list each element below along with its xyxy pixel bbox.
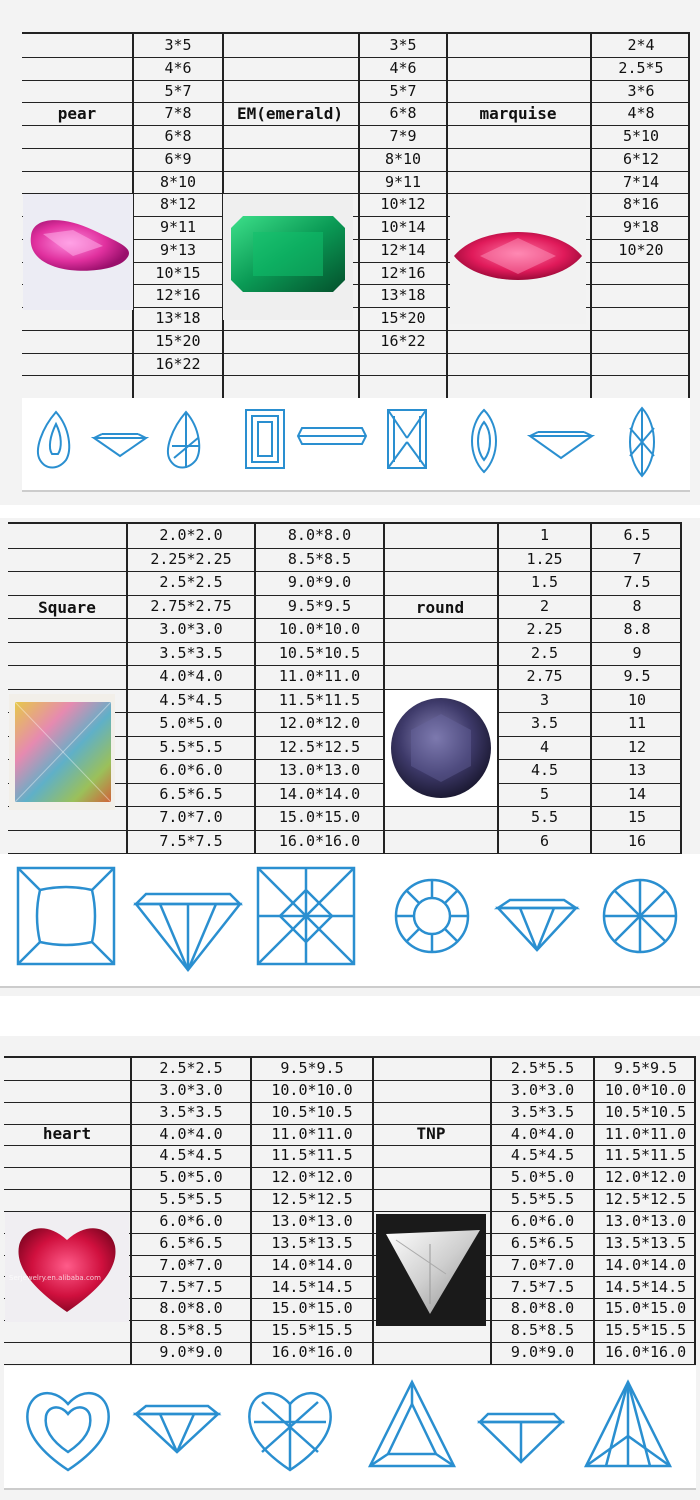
size-cell: 6.0*6.0 xyxy=(159,761,223,779)
tnp-gem-photo xyxy=(376,1214,486,1326)
size-cell: 2.5*2.5 xyxy=(159,1059,223,1077)
square-gem-photo xyxy=(9,694,115,810)
size-cell: 9.0*9.0 xyxy=(287,573,352,591)
size-cell: 10*14 xyxy=(380,218,426,236)
size-cell: 11.0*11.0 xyxy=(278,667,361,685)
size-cell: 4*8 xyxy=(627,104,655,123)
size-cell: 2.5*5 xyxy=(618,58,664,77)
size-cell: 6 xyxy=(539,831,550,850)
emerald-diagram-icon xyxy=(222,398,442,490)
size-cell: 11.5*11.5 xyxy=(604,1146,687,1165)
size-cell: 4.5*4.5 xyxy=(510,1146,575,1165)
size-cell: 4.0*4.0 xyxy=(510,1124,575,1143)
size-cell: 16*22 xyxy=(380,331,426,350)
pear-gem-photo xyxy=(23,194,133,310)
size-cell: 12.0*12.0 xyxy=(604,1168,687,1187)
size-cell: 12*14 xyxy=(380,240,426,259)
size-cell: 5.5*5.5 xyxy=(510,1190,575,1209)
marquise-diagram-icon xyxy=(442,398,690,490)
size-cell: 15 xyxy=(627,808,647,826)
size-cell: 13.0*13.0 xyxy=(278,761,361,779)
size-cell: 9*11 xyxy=(159,218,197,236)
size-cell: 9.5*9.5 xyxy=(613,1059,678,1077)
size-cell: 5 xyxy=(539,784,550,803)
size-cell: 7.5 xyxy=(623,573,651,591)
size-cell: 16 xyxy=(627,831,647,850)
size-cell: 7.5*7.5 xyxy=(159,1277,223,1296)
size-cell: 14.0*14.0 xyxy=(271,1255,353,1274)
size-cell: 6*9 xyxy=(164,149,192,168)
size-cell: 11.0*11.0 xyxy=(271,1124,353,1143)
size-cell: 7*8 xyxy=(164,104,192,123)
size-cell: 8.5*8.5 xyxy=(159,1321,223,1340)
size-cell: 2.25 xyxy=(526,620,563,638)
size-cell: 6.5*6.5 xyxy=(510,1233,575,1252)
size-cell: 15.5*15.5 xyxy=(271,1321,353,1340)
cut-diagram-strip-1 xyxy=(22,398,690,492)
size-cell: 3.5 xyxy=(530,714,559,732)
size-cell: 7.0*7.0 xyxy=(159,808,223,826)
size-cell: 1.5 xyxy=(530,573,559,591)
size-cell: 8*16 xyxy=(622,195,660,214)
round-diagram-icon xyxy=(370,854,700,986)
watermark-text: Serjewelry.en.alibaba.com xyxy=(9,1274,101,1282)
size-cell: 8.5*8.5 xyxy=(287,549,352,568)
size-cell: 15*20 xyxy=(155,331,201,350)
size-cell: 14.0*14.0 xyxy=(604,1255,687,1274)
size-cell: 3.0*3.0 xyxy=(510,1080,575,1099)
size-cell: 9.0*9.0 xyxy=(510,1343,575,1362)
size-cell: 5.5*5.5 xyxy=(159,737,223,756)
size-cell: 3.0*3.0 xyxy=(159,1080,223,1099)
size-cell: 13*18 xyxy=(380,286,426,305)
size-cell: 8*10 xyxy=(159,172,197,191)
table-column-line xyxy=(372,1058,374,1364)
heart-diagram-icon xyxy=(4,1366,350,1488)
round-label: round xyxy=(415,598,465,617)
size-cell: 13.5*13.5 xyxy=(271,1233,353,1252)
section-square-round xyxy=(0,518,700,996)
size-cell: 5*10 xyxy=(622,127,660,145)
size-cell: 2.75*2.75 xyxy=(150,596,232,615)
size-cell: 5*7 xyxy=(164,81,192,100)
size-cell: 5*7 xyxy=(389,81,417,100)
size-cell: 14 xyxy=(627,784,647,803)
size-cell: 16*22 xyxy=(155,354,201,373)
size-cell: 3*5 xyxy=(389,36,417,54)
pear-diagram-icon xyxy=(22,398,222,490)
marquise-label: marquise xyxy=(479,104,557,123)
size-cell: 15.0*15.0 xyxy=(604,1299,687,1318)
size-cell: 8.0*8.0 xyxy=(287,526,352,544)
size-cell: 3.5*3.5 xyxy=(159,1102,223,1121)
size-cell: 10.5*10.5 xyxy=(604,1102,687,1121)
size-cell: 2.5 xyxy=(530,643,559,662)
cut-diagram-strip-2 xyxy=(0,854,700,988)
size-cell: 10.0*10.0 xyxy=(604,1080,687,1099)
size-cell: 11 xyxy=(627,714,647,732)
size-cell: 8*12 xyxy=(159,195,197,214)
pear-label: pear xyxy=(57,104,97,123)
size-cell: 14.0*14.0 xyxy=(278,784,361,803)
size-cell: 9 xyxy=(632,643,642,662)
size-cell: 7.0*7.0 xyxy=(159,1255,223,1274)
size-cell: 13 xyxy=(627,761,647,779)
size-cell: 1 xyxy=(539,526,550,544)
size-cell: 5.0*5.0 xyxy=(159,714,223,732)
size-cell: 3 xyxy=(539,690,550,709)
size-cell: 6.0*6.0 xyxy=(510,1211,575,1230)
size-cell: 9*18 xyxy=(622,218,660,236)
table-column-line xyxy=(446,34,448,398)
tnp-label: TNP xyxy=(416,1124,446,1143)
size-cell: 4.5*4.5 xyxy=(159,690,223,709)
size-cell: 9.5 xyxy=(623,667,651,685)
size-cell: 12*16 xyxy=(380,263,426,282)
size-cell: 11.5*11.5 xyxy=(271,1146,353,1165)
size-cell: 7.0*7.0 xyxy=(510,1255,575,1274)
size-cell: 3.0*3.0 xyxy=(159,620,223,638)
size-cell: 2.0*2.0 xyxy=(159,526,223,544)
size-cell: 12*16 xyxy=(155,286,201,305)
marquise-gem-photo xyxy=(450,194,586,324)
size-cell: 12.5*12.5 xyxy=(271,1190,353,1209)
size-cell: 8.0*8.0 xyxy=(510,1299,575,1318)
size-cell: 3.5*3.5 xyxy=(159,643,223,662)
triangle-diagram-icon xyxy=(350,1366,696,1488)
size-cell: 4.0*4.0 xyxy=(159,1124,223,1143)
size-cell: 3.5*3.5 xyxy=(510,1102,575,1121)
size-cell: 8.5*8.5 xyxy=(510,1321,575,1340)
size-cell: 12.0*12.0 xyxy=(278,714,361,732)
size-cell: 6*8 xyxy=(389,104,417,123)
size-cell: 8.0*8.0 xyxy=(159,1299,223,1318)
size-cell: 14.5*14.5 xyxy=(271,1277,353,1296)
size-cell: 10*12 xyxy=(380,195,426,214)
size-cell: 6.0*6.0 xyxy=(159,1211,223,1230)
size-cell: 13*18 xyxy=(155,309,201,327)
size-cell: 9.5*9.5 xyxy=(280,1059,344,1077)
cut-diagram-strip-3 xyxy=(4,1366,696,1490)
size-cell: 7 xyxy=(632,549,642,568)
square-diagram-icon xyxy=(0,854,370,986)
size-cell: 2.75 xyxy=(526,667,563,685)
size-cell: 10.0*10.0 xyxy=(278,620,361,638)
size-cell: 6.5*6.5 xyxy=(159,784,223,803)
size-cell: 5.5*5.5 xyxy=(159,1190,223,1209)
size-cell: 13.0*13.0 xyxy=(271,1211,353,1230)
size-cell: 12.0*12.0 xyxy=(271,1168,353,1187)
size-cell: 6.5 xyxy=(623,526,651,544)
size-cell: 8 xyxy=(632,596,642,615)
size-cell: 12.5*12.5 xyxy=(278,737,361,756)
size-cell: 5.5 xyxy=(530,808,559,826)
size-cell: 7*9 xyxy=(389,127,417,145)
square-label: Square xyxy=(38,598,96,617)
emerald-label: EM(emerald) xyxy=(237,104,343,123)
size-cell: 4 xyxy=(539,737,550,756)
section-pear-emerald-marquise xyxy=(0,0,700,505)
size-cell: 16.0*16.0 xyxy=(271,1343,353,1362)
size-cell: 5.0*5.0 xyxy=(510,1168,575,1187)
size-cell: 9*11 xyxy=(384,172,422,191)
size-cell: 12 xyxy=(627,737,647,756)
size-cell: 4*6 xyxy=(164,58,192,77)
size-cell: 6*8 xyxy=(164,127,192,145)
size-cell: 2.25*2.25 xyxy=(150,549,232,568)
size-cell: 3*6 xyxy=(627,81,655,100)
size-cell: 1.25 xyxy=(526,549,563,568)
size-cell: 7*14 xyxy=(622,172,660,191)
size-cell: 14.5*14.5 xyxy=(604,1277,687,1296)
size-cell: 10.5*10.5 xyxy=(271,1102,353,1121)
size-cell: 8.8 xyxy=(623,620,651,638)
size-cell: 11.5*11.5 xyxy=(278,690,361,709)
heart-label: heart xyxy=(42,1124,92,1143)
size-cell: 3*5 xyxy=(164,36,192,54)
size-cell: 15*20 xyxy=(380,309,426,327)
size-cell: 2.5*5.5 xyxy=(510,1059,575,1077)
size-cell: 16.0*16.0 xyxy=(278,831,361,850)
size-cell: 13.0*13.0 xyxy=(604,1211,687,1230)
size-cell: 2*4 xyxy=(627,36,655,54)
size-cell: 4.5 xyxy=(530,761,559,779)
emerald-gem-photo xyxy=(223,194,353,320)
size-cell: 4*6 xyxy=(389,58,417,77)
size-cell: 4.0*4.0 xyxy=(159,667,223,685)
size-cell: 6.5*6.5 xyxy=(159,1233,223,1252)
size-cell: 10*15 xyxy=(155,263,201,282)
size-cell: 8*10 xyxy=(384,149,422,168)
section-heart-tnp xyxy=(0,1036,700,1500)
size-cell: 4.5*4.5 xyxy=(159,1146,223,1165)
size-cell: 15.0*15.0 xyxy=(278,808,361,826)
size-cell: 6*12 xyxy=(622,149,660,168)
size-cell: 11.0*11.0 xyxy=(604,1124,687,1143)
size-cell: 2 xyxy=(539,596,550,615)
size-cell: 10.0*10.0 xyxy=(271,1080,353,1099)
size-cell: 15.5*15.5 xyxy=(604,1321,687,1340)
round-gem-photo xyxy=(385,690,497,806)
size-cell: 13.5*13.5 xyxy=(604,1233,687,1252)
size-cell: 10 xyxy=(627,690,647,709)
size-cell: 12.5*12.5 xyxy=(604,1190,687,1209)
size-cell: 7.5*7.5 xyxy=(510,1277,575,1296)
heart-gem-photo xyxy=(5,1212,129,1322)
size-cell: 10.5*10.5 xyxy=(278,643,361,662)
size-cell: 5.0*5.0 xyxy=(159,1168,223,1187)
size-cell: 16.0*16.0 xyxy=(604,1343,687,1362)
size-cell: 9.5*9.5 xyxy=(287,596,352,615)
size-cell: 10*20 xyxy=(618,240,664,259)
size-cell: 7.5*7.5 xyxy=(159,831,223,850)
size-cell: 9*13 xyxy=(159,240,197,259)
size-cell: 2.5*2.5 xyxy=(159,573,223,591)
size-cell: 15.0*15.0 xyxy=(271,1299,353,1318)
size-cell: 9.0*9.0 xyxy=(159,1343,223,1362)
